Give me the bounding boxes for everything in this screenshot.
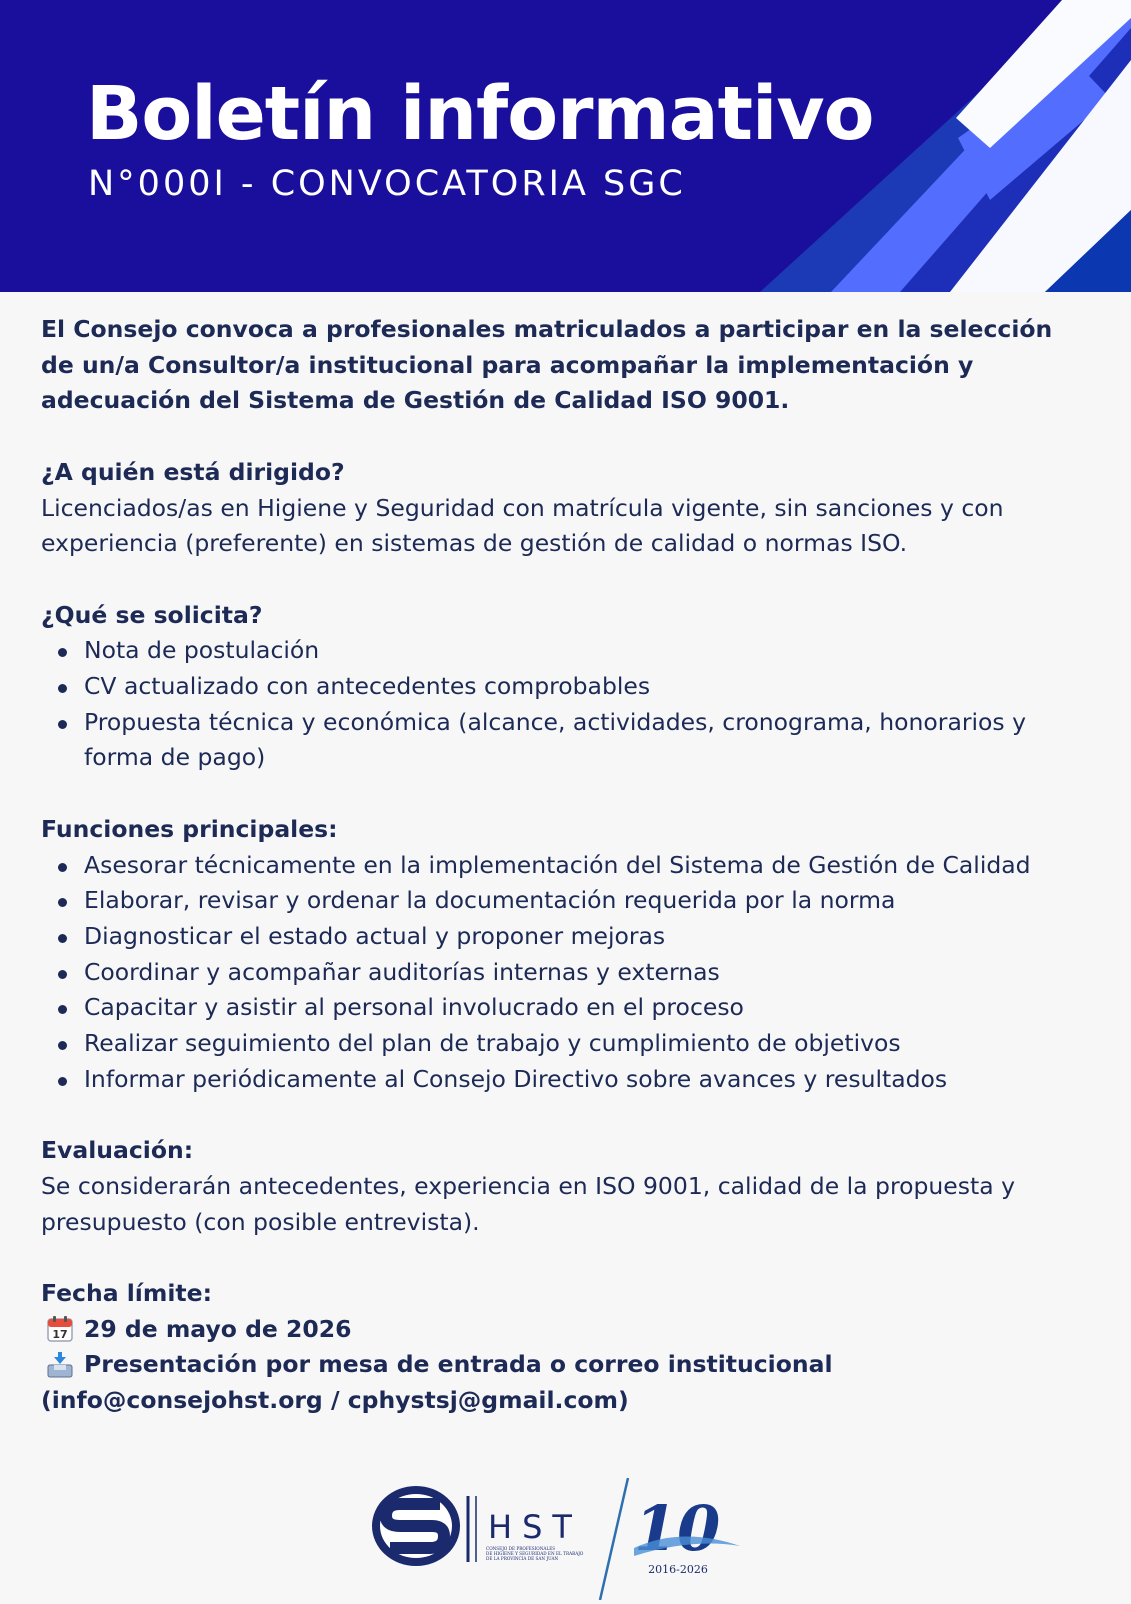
presentation-line <box>41 1347 1091 1383</box>
logo-wordmark: HST <box>488 1508 582 1546</box>
calendar-icon <box>46 1315 74 1343</box>
footer-logos <box>372 1478 762 1600</box>
bulletin-body <box>41 312 1091 1419</box>
spacer <box>41 1097 1091 1133</box>
spacer <box>41 562 1091 598</box>
anniversary-years: 2016-2026 <box>648 1563 708 1576</box>
svg-text:17: 17 <box>52 1328 68 1342</box>
list-item: Realizar seguimiento del plan de trabajo y cumplimiento de objetivos <box>41 1026 1091 1062</box>
list-item: CV actualizado con antecedentes comprobables <box>41 669 1091 705</box>
header-banner <box>0 0 1131 292</box>
section-text-evaluacion: Se considerarán antecedentes, experiencia en ISO 9001, calidad de la propuesta y presupuesto (con posible entrevista). <box>41 1171 1015 1236</box>
presentation-text: Presentación por mesa de entrada o correo institucional <box>84 1350 833 1379</box>
footer-slash <box>600 1478 628 1600</box>
contact-emails[interactable]: (info@consejohst.org / cphystsj@gmail.com) <box>41 1386 629 1415</box>
page-subtitle: N°000I - CONVOCATORIA SGC <box>88 164 686 204</box>
list-funciones <box>41 848 1091 1098</box>
list-item: Coordinar y acompañar auditorías internas y externas <box>41 955 1091 991</box>
list-solicita <box>41 633 1091 776</box>
spacer <box>41 776 1091 812</box>
list-item: Elaborar, revisar y ordenar la documentación requerida por la norma <box>41 883 1091 919</box>
spacer <box>41 1240 1091 1276</box>
list-item: Capacitar y asistir al personal involucrado en el proceso <box>41 990 1091 1026</box>
list-item: Asesorar técnicamente en la implementación del Sistema de Gestión de Calidad <box>41 848 1091 884</box>
anniversary-number: 10 <box>634 1492 721 1565</box>
intro-paragraph: El Consejo convoca a profesionales matriculados a participar en la selección de un/a Consultor/a institucional para acompañar la implementación y adecuación del Sistema de Gestión de Calidad ISO 9001. <box>41 315 1053 415</box>
section-heading-funciones: Funciones principales: <box>41 814 338 843</box>
hst-logo <box>372 1478 762 1600</box>
section-heading-evaluacion: Evaluación: <box>41 1136 194 1165</box>
section-text-dirigido: Licenciados/as en Higiene y Seguridad con matrícula vigente, sin sanciones y con experiencia (preferente) en sistemas de gestión de calidad o normas ISO. <box>41 493 1004 558</box>
spacer <box>41 419 1091 455</box>
inbox-tray-icon <box>46 1351 74 1379</box>
section-heading-fecha: Fecha límite: <box>41 1278 212 1307</box>
list-item: Informar periódicamente al Consejo Directivo sobre avances y resultados <box>41 1062 1091 1098</box>
deadline-date: 29 de mayo de 2026 <box>84 1314 352 1343</box>
section-heading-dirigido: ¿A quién está dirigido? <box>41 457 345 486</box>
list-item: Diagnosticar el estado actual y proponer mejoras <box>41 919 1091 955</box>
section-heading-solicita: ¿Qué se solicita? <box>41 600 263 629</box>
logo-caption: CONSEJO DE PROFESIONALES DE HIGIENE Y SEGURIDAD EN EL TRABAJO DE LA PROVINCIA DE SAN JUAN <box>486 1546 584 1561</box>
deadline-line <box>41 1312 1091 1348</box>
list-item: Propuesta técnica y económica (alcance, actividades, cronograma, honorarios y forma de pago) <box>41 705 1091 776</box>
list-item: Nota de postulación <box>41 633 1091 669</box>
page-title: Boletín informativo <box>86 71 874 157</box>
